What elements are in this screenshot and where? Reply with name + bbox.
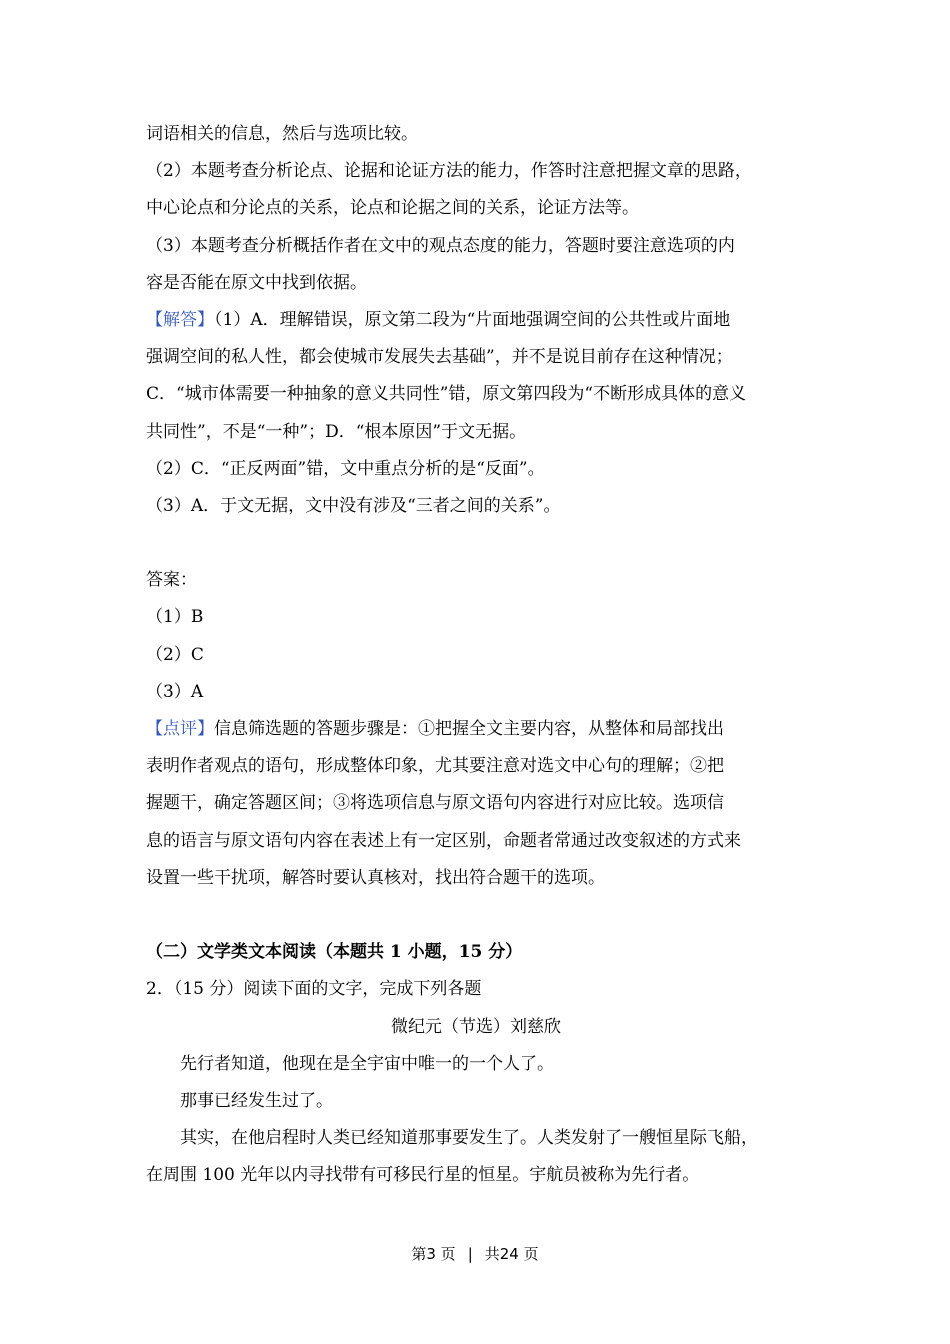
article-title: 微纪元（节选）刘慈欣 xyxy=(391,1016,561,1037)
solution-line-3: C．“城市体需要一种抽象的意义共同性”错，原文第四段为“不断形成具体的意义 xyxy=(146,384,747,405)
current-page-number: 第3 页 xyxy=(411,1245,456,1263)
comment-line-2: 表明作者观点的语句，形成整体印象，尤其要注意对选文中心句的理解；②把 xyxy=(146,756,724,777)
solution-line-4: 共同性”，不是“一种”；D．“根本原因”于文无据。 xyxy=(146,421,527,442)
answer-item-2: （2）C xyxy=(146,644,204,665)
answers-label: 答案： xyxy=(146,570,197,591)
comment-line-4: 息的语言与原文语句内容在表述上有一定区别，命题者常通过改变叙述的方式来 xyxy=(146,830,741,851)
total-page-count: 共24 页 xyxy=(484,1245,539,1263)
document-page xyxy=(146,116,806,1194)
comment-line-3: 握题干，确定答题区间；③将选项信息与原文语句内容进行对应比较。选项信 xyxy=(146,793,724,814)
article-paragraph-3-line-2: 在周围 100 光年以内寻找带有可移民行星的恒星。宇航员被称为先行者。 xyxy=(146,1165,700,1186)
solution-tag: 【解答】 xyxy=(146,309,214,330)
comment-line-1-text: 信息筛选题的答题步骤是：①把握全文主要内容，从整体和局部找出 xyxy=(214,719,724,739)
solution-line-2: 强调空间的私人性，都会使城市发展失去基础”，并不是说目前存在这种情况； xyxy=(146,347,733,368)
article-paragraph-3-line-1: 其实，在他启程时人类已经知道那事要发生了。人类发射了一艘恒星际飞船， xyxy=(180,1128,758,1149)
comment-line-5: 设置一些干扰项，解答时要认真核对，找出符合题干的选项。 xyxy=(146,867,605,888)
analysis-line-3: 中心论点和分论点的关系，论点和论据之间的关系，论证方法等。 xyxy=(146,198,639,219)
footer-separator: | xyxy=(467,1245,473,1263)
article-paragraph-1: 先行者知道，他现在是全宇宙中唯一的一个人了。 xyxy=(180,1053,554,1074)
comment-tag: 【点评】 xyxy=(146,719,214,739)
blank-line xyxy=(146,525,806,562)
solution-line-1-text: （1）A．理解错误，原文第二段为“片面地强调空间的公共性或片面地 xyxy=(214,309,731,330)
solution-line-1 xyxy=(146,302,806,339)
article-paragraph-2: 那事已经发生过了。 xyxy=(180,1090,333,1111)
analysis-line-5: 容是否能在原文中找到依据。 xyxy=(146,272,367,293)
question-stem: 2．（15 分）阅读下面的文字，完成下列各题 xyxy=(146,979,482,1000)
section-heading: （二）文学类文本阅读（本题共 1 小题，15 分） xyxy=(146,942,523,963)
blank-line xyxy=(146,897,806,934)
solution-line-6: （3）A．于文无据，文中没有涉及“三者之间的关系”。 xyxy=(146,495,561,516)
comment-line-1 xyxy=(146,711,806,748)
analysis-line-4: （3）本题考查分析概括作者在文中的观点态度的能力，答题时要注意选项的内 xyxy=(146,235,735,256)
page-footer xyxy=(0,1243,950,1264)
solution-line-5: （2）C．“正反两面”错，文中重点分析的是“反面”。 xyxy=(146,458,545,479)
analysis-line-2: （2）本题考查分析论点、论据和论证方法的能力，作答时注意把握文章的思路， xyxy=(146,161,752,182)
analysis-line-1: 词语相关的信息，然后与选项比较。 xyxy=(146,124,418,144)
answer-item-1: （1）B xyxy=(146,607,204,628)
answer-item-3: （3）A xyxy=(146,681,204,702)
